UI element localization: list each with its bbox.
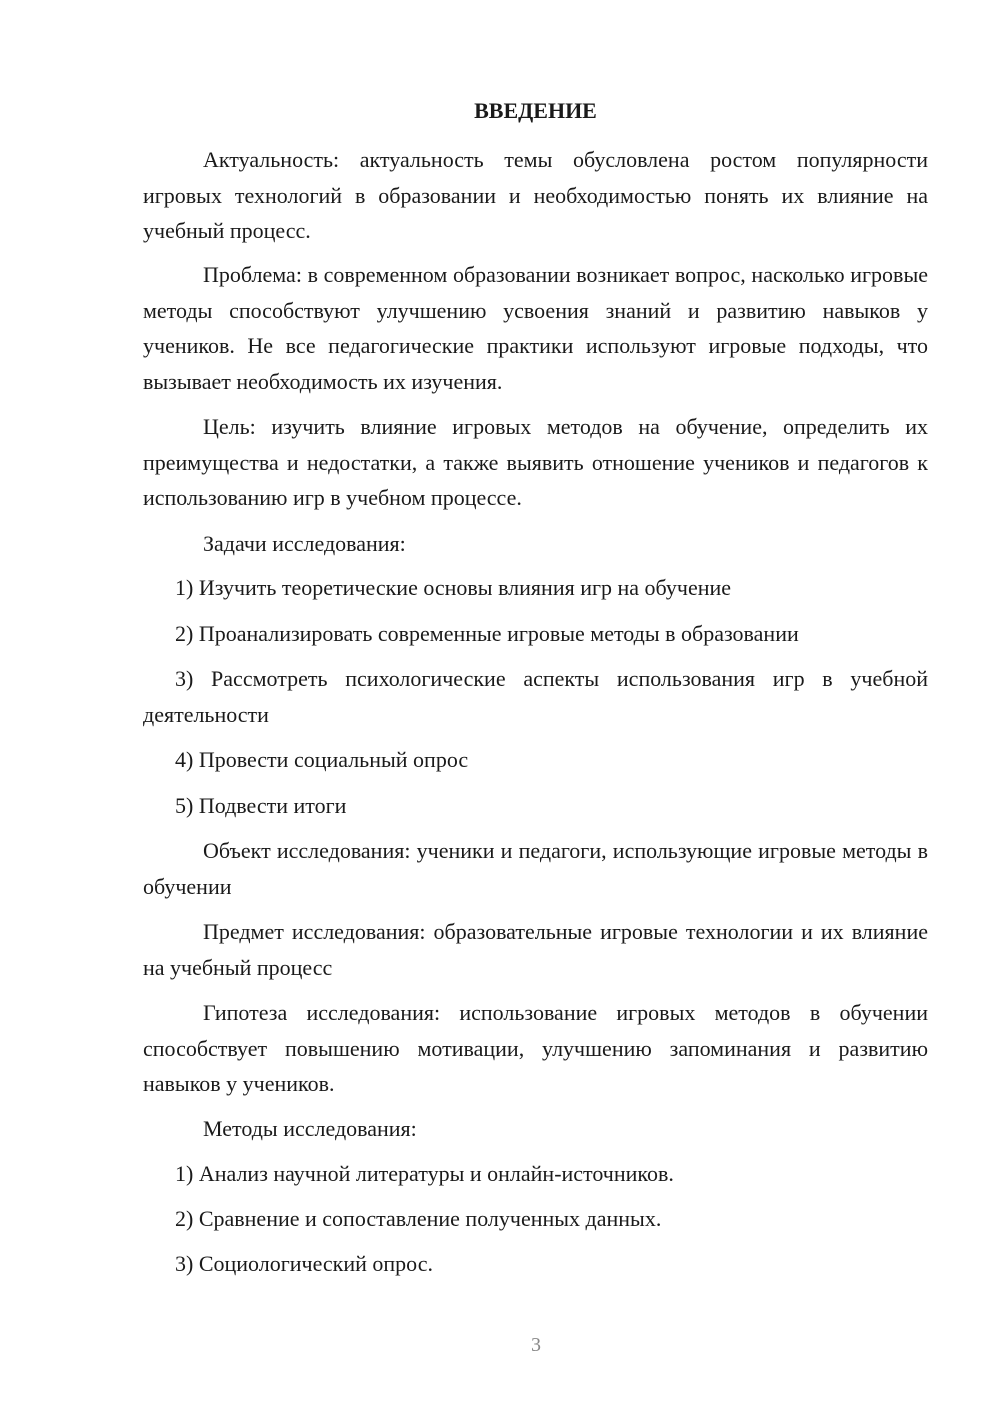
task-item-4: 4) Провести социальный опрос <box>175 747 469 772</box>
object-paragraph: Объект исследования: ученики и педагоги, использующие игровые методы в обучении <box>143 838 928 899</box>
task-item-2: 2) Проанализировать современные игровые методы в образовании <box>175 621 799 646</box>
tasks-title: Задачи исследования: <box>203 531 406 556</box>
method-item-3: 3) Социологический опрос. <box>175 1251 433 1276</box>
section-heading: ВВЕДЕНИЕ <box>474 98 597 123</box>
hypothesis-paragraph: Гипотеза исследования: использование игровых методов в обучении способствует повышению мотивации, улучшению запоминания и развитию навыков у учеников. <box>143 1000 928 1096</box>
task-item-1: 1) Изучить теоретические основы влияния игр на обучение <box>175 575 732 600</box>
subject-paragraph: Предмет исследования: образовательные игровые технологии и их влияние на учебный процесс <box>143 919 928 980</box>
problem-paragraph: Проблема: в современном образовании возникает вопрос, насколько игровые методы способствуют улучшению усвоения знаний и развитию навыков у учеников. Не все педагогические практики используют игровые подходы, что вызывает необходимость их изучения. <box>143 262 928 394</box>
goal-paragraph: Цель: изучить влияние игровых методов на обучение, определить их преимущества и недостатки, а также выявить отношение учеников и педагогов к использованию игр в учебном процессе. <box>143 414 928 510</box>
task-item-3: 3) Рассмотреть психологические аспекты использования игр в учебной деятельности <box>143 666 928 727</box>
method-item-2: 2) Сравнение и сопоставление полученных данных. <box>175 1206 662 1231</box>
relevance-paragraph: Актуальность: актуальность темы обусловлена ростом популярности игровых технологий в образовании и необходимостью понять их влияние на учебный процесс. <box>143 147 928 243</box>
task-item-5: 5) Подвести итоги <box>175 793 347 818</box>
page-number: 3 <box>531 1334 541 1356</box>
methods-title: Методы исследования: <box>203 1116 417 1141</box>
method-item-1: 1) Анализ научной литературы и онлайн-источников. <box>175 1161 674 1186</box>
